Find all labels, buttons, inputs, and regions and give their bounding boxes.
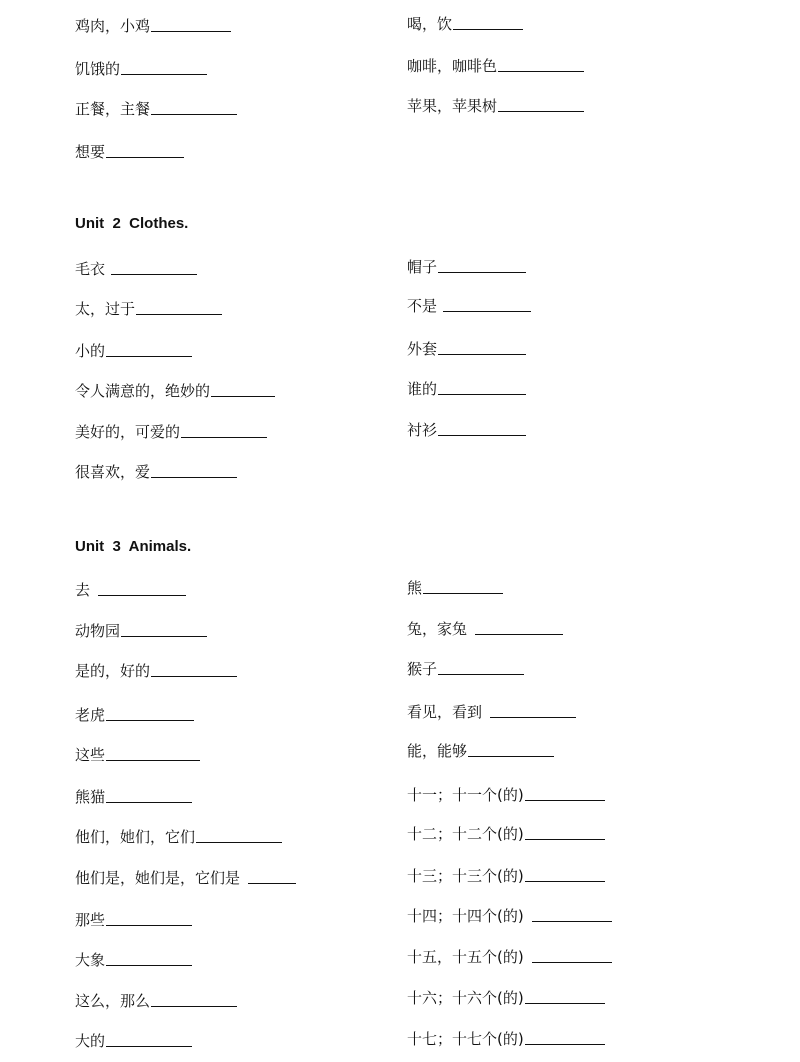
vocab-prompt: 大的	[75, 1032, 106, 1050]
vocab-item	[75, 827, 282, 847]
vocab-item	[407, 339, 526, 359]
vocab-prompt: 十七；十七个(的)	[407, 1030, 524, 1048]
answer-blank[interactable]	[525, 839, 605, 840]
answer-blank[interactable]	[121, 636, 207, 637]
section-heading: Unit 3 Animals.	[75, 538, 192, 555]
vocab-item	[407, 578, 503, 598]
vocab-prompt: 令人满意的，绝妙的	[75, 382, 211, 400]
vocab-prompt: 熊猫	[75, 788, 106, 806]
answer-blank[interactable]	[151, 1006, 237, 1007]
vocab-prompt: 饥饿的	[75, 60, 121, 78]
answer-blank[interactable]	[106, 356, 192, 357]
vocab-prompt: 是的，好的	[75, 662, 151, 680]
answer-blank[interactable]	[498, 71, 584, 72]
vocab-prompt: 咖啡，咖啡色	[407, 57, 498, 75]
vocab-prompt: 十四；十四个(的)	[407, 907, 524, 925]
vocab-item	[75, 705, 194, 725]
vocab-item	[407, 96, 584, 116]
vocab-item	[75, 745, 200, 765]
answer-blank[interactable]	[106, 802, 192, 803]
answer-blank[interactable]	[438, 674, 524, 675]
vocab-item	[75, 462, 237, 482]
answer-blank[interactable]	[525, 1044, 605, 1045]
vocab-item	[75, 910, 192, 930]
vocab-prompt: 苹果，苹果树	[407, 97, 498, 115]
vocab-prompt: 这么，那么	[75, 992, 151, 1010]
vocab-prompt: 正餐，主餐	[75, 100, 151, 118]
answer-blank[interactable]	[106, 157, 184, 158]
vocab-prompt: 他们，她们，它们	[75, 828, 196, 846]
vocab-item	[407, 257, 526, 277]
vocab-item	[75, 787, 192, 807]
answer-blank[interactable]	[98, 595, 186, 596]
answer-blank[interactable]	[106, 925, 192, 926]
vocab-item	[407, 56, 584, 76]
vocab-prompt: 毛衣	[75, 260, 106, 278]
vocab-item	[407, 741, 554, 761]
answer-blank[interactable]	[151, 31, 231, 32]
vocab-prompt: 十一；十一个(的)	[407, 786, 524, 804]
vocab-item	[75, 299, 222, 319]
answer-blank[interactable]	[106, 720, 194, 721]
vocab-prompt: 不是	[407, 297, 438, 315]
answer-blank[interactable]	[151, 477, 237, 478]
vocab-item	[75, 99, 237, 119]
answer-blank[interactable]	[468, 756, 554, 757]
vocab-item	[407, 866, 605, 886]
vocab-prompt: 他们是，她们是，它们是	[75, 869, 241, 887]
vocab-item	[407, 619, 563, 639]
vocab-prompt: 动物园	[75, 622, 121, 640]
vocab-item	[75, 1031, 192, 1051]
vocab-item	[75, 661, 237, 681]
answer-blank[interactable]	[211, 396, 275, 397]
vocab-prompt: 喝，饮	[407, 15, 453, 33]
answer-blank[interactable]	[532, 921, 612, 922]
answer-blank[interactable]	[196, 842, 282, 843]
answer-blank[interactable]	[438, 354, 526, 355]
vocab-prompt: 太，过于	[75, 300, 136, 318]
vocab-item	[75, 991, 237, 1011]
vocab-prompt: 熊	[407, 579, 423, 597]
vocab-item	[75, 341, 192, 361]
answer-blank[interactable]	[181, 437, 267, 438]
vocab-prompt: 那些	[75, 911, 106, 929]
answer-blank[interactable]	[136, 314, 222, 315]
vocab-item	[75, 950, 192, 970]
answer-blank[interactable]	[106, 965, 192, 966]
vocab-prompt: 老虎	[75, 706, 106, 724]
answer-blank[interactable]	[438, 394, 526, 395]
vocab-prompt: 十六；十六个(的)	[407, 989, 524, 1007]
vocab-prompt: 很喜欢，爱	[75, 463, 151, 481]
vocab-item	[407, 702, 576, 722]
answer-blank[interactable]	[438, 435, 526, 436]
vocab-prompt: 小的	[75, 342, 106, 360]
vocab-prompt: 十二；十二个(的)	[407, 825, 524, 843]
answer-blank[interactable]	[525, 881, 605, 882]
vocab-item	[407, 988, 605, 1008]
vocab-item	[75, 259, 197, 279]
vocab-item	[407, 14, 523, 34]
answer-blank[interactable]	[525, 1003, 605, 1004]
vocab-prompt: 美好的，可爱的	[75, 423, 181, 441]
vocab-item	[407, 659, 524, 679]
answer-blank[interactable]	[532, 962, 612, 963]
vocab-item	[407, 379, 526, 399]
vocab-prompt: 十五，十五个(的)	[407, 948, 524, 966]
answer-blank[interactable]	[151, 114, 237, 115]
answer-blank[interactable]	[453, 29, 523, 30]
vocab-prompt: 衬衫	[407, 421, 438, 439]
answer-blank[interactable]	[106, 760, 200, 761]
answer-blank[interactable]	[423, 593, 503, 594]
answer-blank[interactable]	[151, 676, 237, 677]
vocab-prompt: 猴子	[407, 660, 438, 678]
vocab-prompt: 兔，家兔	[407, 620, 468, 638]
vocab-item	[407, 785, 605, 805]
section-heading: Unit 2 Clothes.	[75, 215, 189, 232]
answer-blank[interactable]	[498, 111, 584, 112]
answer-blank[interactable]	[248, 883, 296, 884]
vocab-prompt: 看见，看到	[407, 703, 483, 721]
vocab-prompt: 谁的	[407, 380, 438, 398]
vocab-prompt: 想要	[75, 143, 106, 161]
answer-blank[interactable]	[438, 272, 526, 273]
vocab-item	[75, 422, 267, 442]
vocab-prompt: 外套	[407, 340, 438, 358]
vocab-item	[407, 420, 526, 440]
answer-blank[interactable]	[525, 800, 605, 801]
answer-blank[interactable]	[121, 74, 207, 75]
vocab-item	[407, 1029, 605, 1049]
answer-blank[interactable]	[475, 634, 563, 635]
vocab-prompt: 能，能够	[407, 742, 468, 760]
vocab-item	[75, 868, 296, 888]
answer-blank[interactable]	[490, 717, 576, 718]
vocab-item	[75, 381, 275, 401]
vocab-prompt: 大象	[75, 951, 106, 969]
answer-blank[interactable]	[106, 1046, 192, 1047]
vocab-item	[75, 16, 231, 36]
vocab-prompt: 十三；十三个(的)	[407, 867, 524, 885]
vocab-item	[407, 296, 531, 316]
vocab-item	[75, 580, 186, 600]
answer-blank[interactable]	[443, 311, 531, 312]
vocab-item	[75, 621, 207, 641]
vocab-prompt: 帽子	[407, 258, 438, 276]
vocab-prompt: 鸡肉，小鸡	[75, 17, 151, 35]
vocab-item	[407, 947, 612, 967]
vocab-item	[407, 824, 605, 844]
vocab-item	[75, 59, 207, 79]
vocab-item	[407, 906, 612, 926]
vocab-item	[75, 142, 184, 162]
vocab-prompt: 这些	[75, 746, 106, 764]
answer-blank[interactable]	[111, 274, 197, 275]
vocab-prompt: 去	[75, 581, 91, 599]
